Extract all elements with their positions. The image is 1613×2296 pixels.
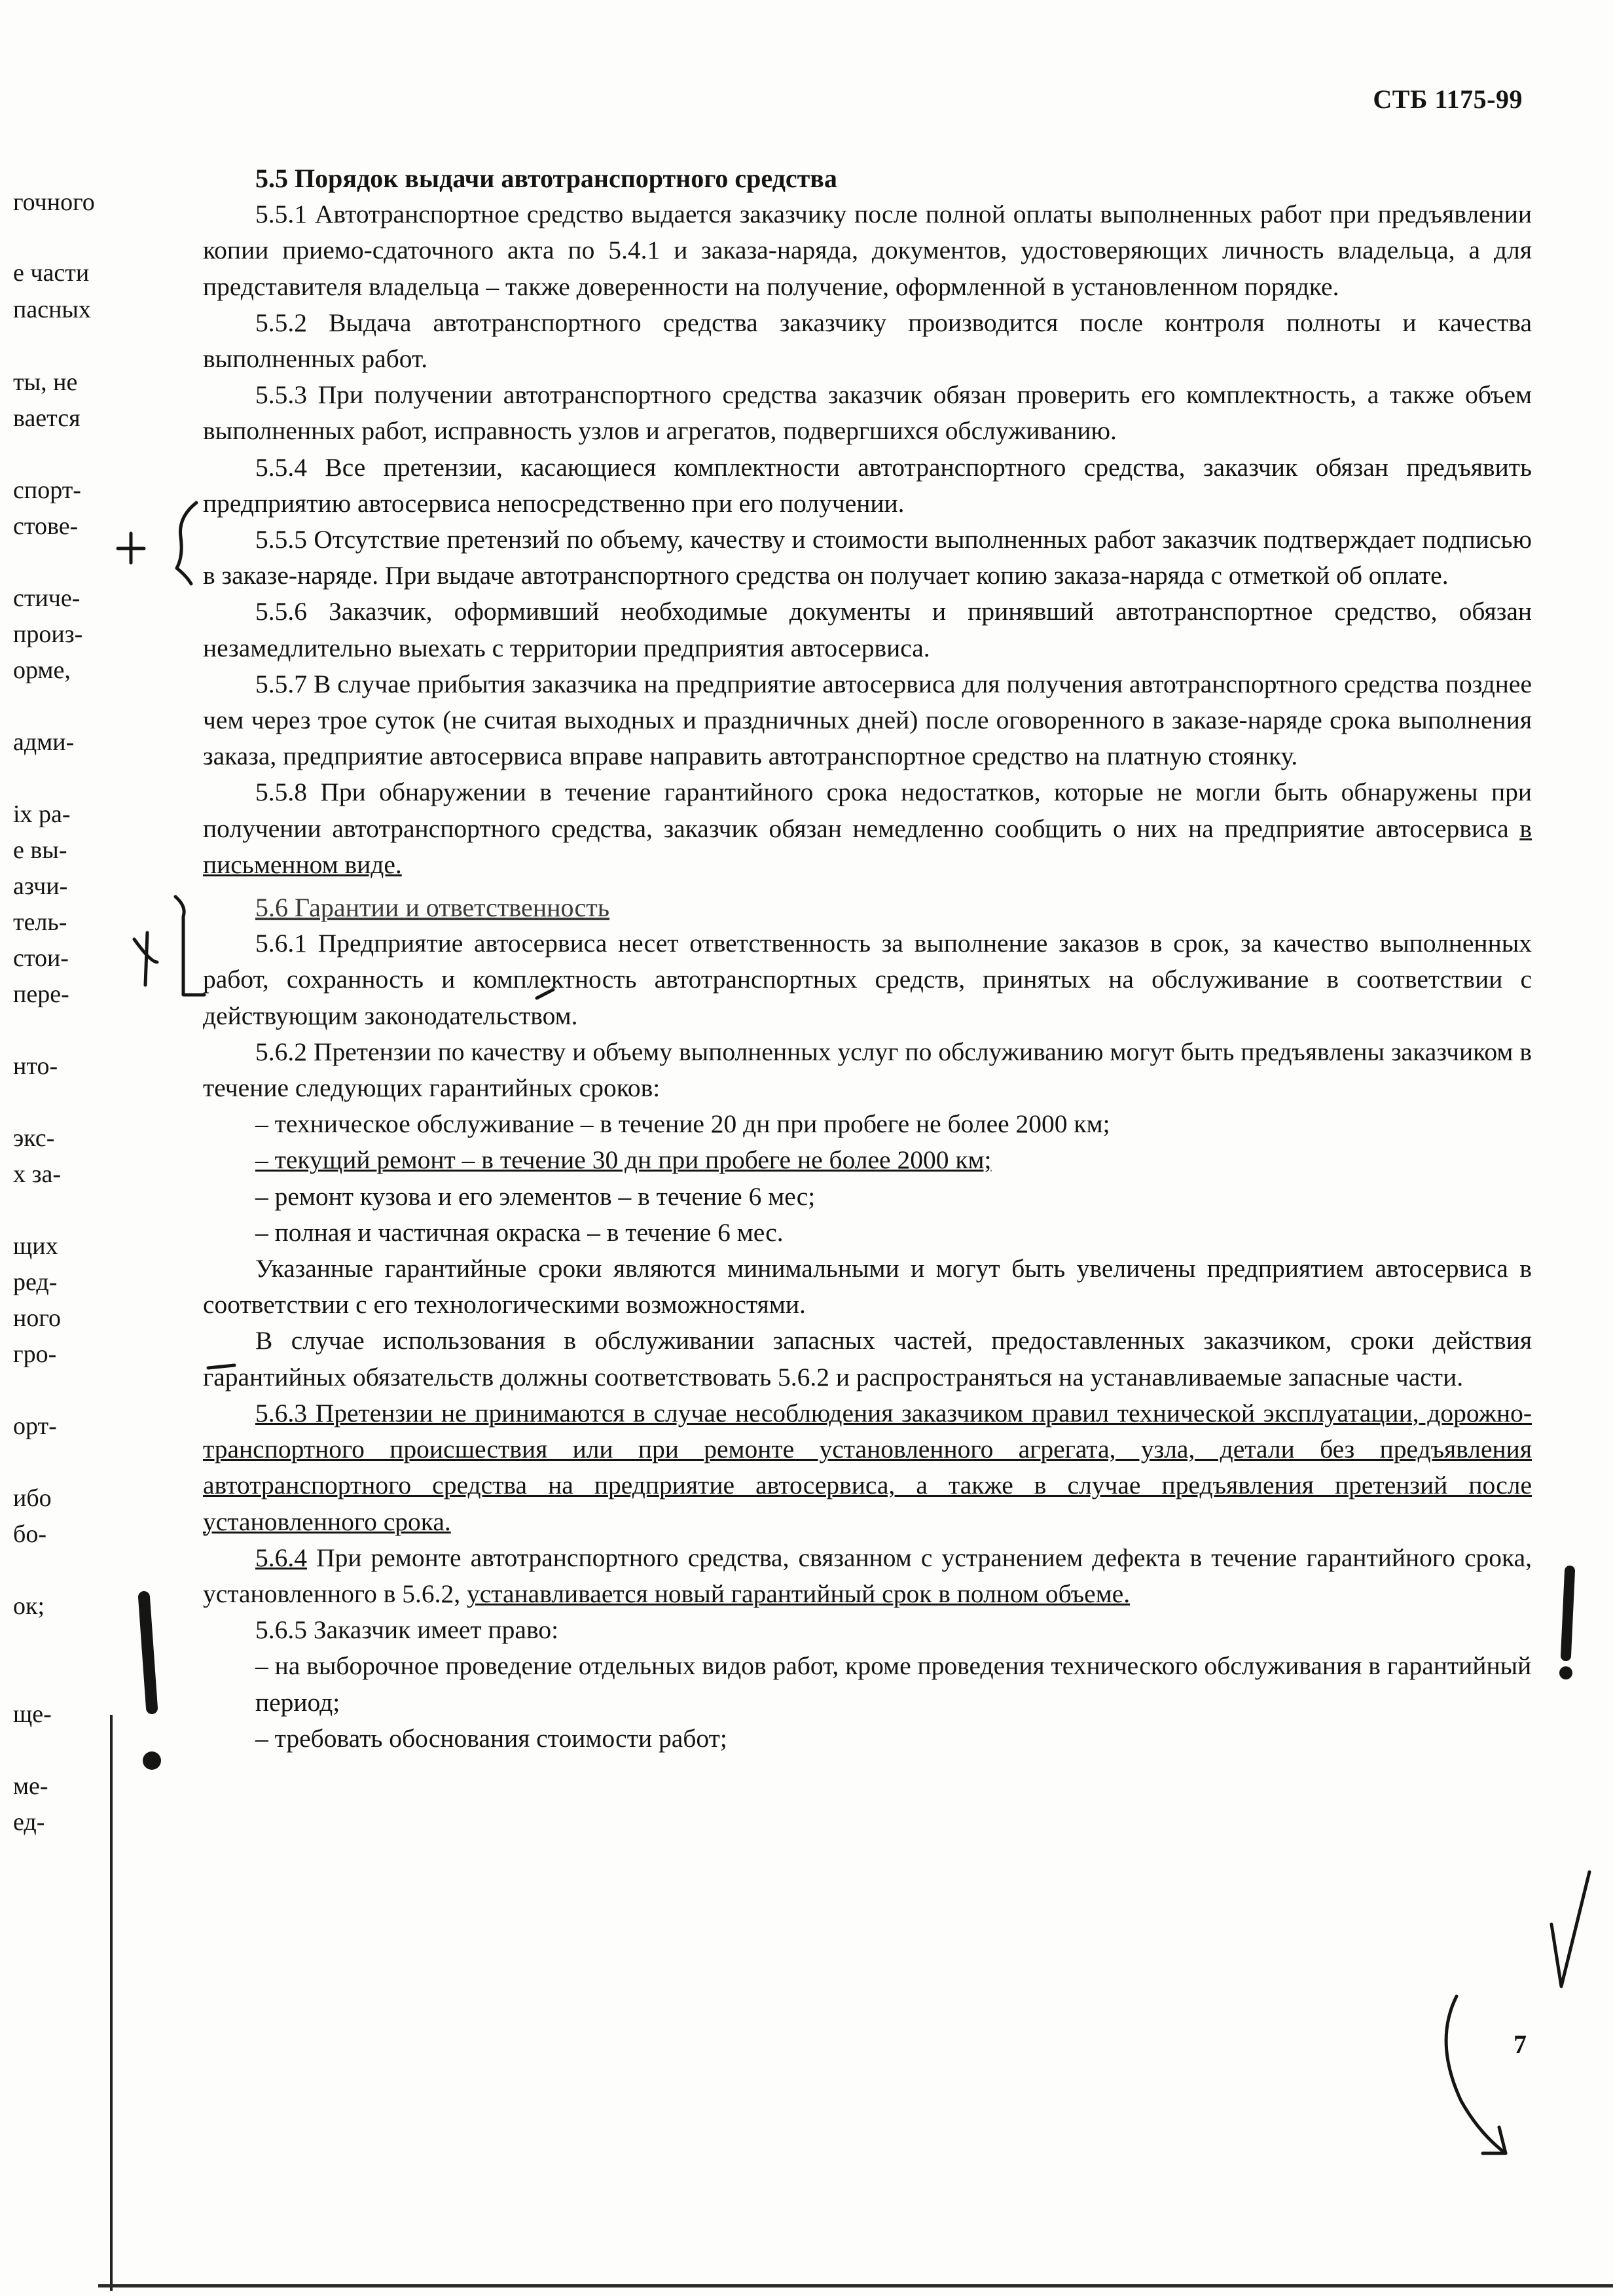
check-mark — [1551, 1872, 1589, 1986]
warranty-term-item: – ремонт кузова и его элементов – в течение 6 мес; — [255, 1181, 816, 1211]
fragment-line: е части — [13, 259, 90, 287]
fragment-line: вается — [13, 404, 81, 432]
clause-number: 5.5.7 — [255, 669, 307, 698]
fragment-line: е вы- — [13, 836, 67, 864]
clause-number: 5.6.4 — [255, 1543, 307, 1572]
clause-text: При ремонте автотранспортного средства, связанном с устранением дефекта в течение гарантийного срока, установленного в 5.6.2, — [203, 1543, 1532, 1608]
fragment-line: спорт- — [13, 476, 81, 504]
clause-text: Выдача автотранспортного средства заказчику производится после контроля полноты и качества выполненных работ. — [203, 308, 1532, 374]
fragment-line: бо- — [13, 1520, 46, 1548]
plus-mark — [118, 533, 144, 563]
fragment-line: ибо — [13, 1484, 52, 1512]
warranty-term-item: – техническое обслуживание – в течение 20 дн при пробеге не более 2000 км; — [255, 1109, 1110, 1139]
fragment-line: гро- — [13, 1340, 57, 1368]
underlined-text: устанавливается новый гарантийный срок в полном объеме. — [466, 1579, 1131, 1608]
fragment-line: произ- — [13, 620, 83, 648]
fragment-line: ред- — [13, 1268, 58, 1296]
exclamation-mark — [1566, 1571, 1570, 1656]
exclamation-mark — [144, 1597, 152, 1708]
clause-number: 5.5.6 — [255, 597, 307, 626]
clause-text: Заказчик, оформивший необходимые документы и принявший автотранспортное средство, обязан незамедлительно выехать с территории предприятия автосервиса. — [203, 597, 1532, 662]
clause-text: Автотранспортное средство выдается заказчику после полной оплаты выполненных работ при предъявлении копии приемо-сдаточного акта по 5.4.1 и заказа-наряда, документов, удостоверяющих личность владельца, а для представителя владельца – также доверенности на получение, оформленной в установленном порядке. — [203, 200, 1532, 301]
plus-mark — [134, 933, 157, 985]
fragment-line: ме- — [13, 1772, 48, 1800]
clause-text: Претензии по качеству и объему выполненных услуг по обслуживанию могут быть предъявлены заказчиком в течение следующих гарантийных сроков: — [203, 1037, 1532, 1103]
clause-5-6-2-note-1: Указанные гарантийные сроки являются минимальными и могут быть увеличены предприятием автосервиса в соответствии с его технологическими возможностями. — [203, 1254, 1532, 1319]
fragment-line: пере- — [13, 980, 69, 1008]
fragment-line: тель- — [13, 908, 67, 936]
fragment-line: адми- — [13, 728, 75, 756]
clause-number: 5.5.2 — [255, 308, 307, 337]
clause-text: При обнаружении в течение гарантийного срока недостатков, которые не могли быть обнаружены при получении автотранспортного средства, заказчик обязан немедленно сообщить о них на предприятие автосервиса — [203, 778, 1532, 843]
margin-bracket-mark — [175, 897, 204, 995]
clause-number: 5.5.4 — [255, 452, 307, 482]
margin-bracket-mark — [177, 503, 196, 584]
clause-text: Все претензии, касающиеся комплектности автотранспортного средства, заказчик обязан предъявить предприятию автосервиса непосредственно при его получении. — [203, 452, 1532, 518]
small-arrow-mark — [537, 990, 553, 998]
underlined-text: – текущий ремонт – в течение 30 дн при пробеге не более 2000 км; — [255, 1145, 992, 1175]
fragment-line: орт- — [13, 1412, 57, 1440]
curved-arrow-mark — [1446, 1996, 1506, 2153]
underlined-text: Претензии не принимаются в случае несоблюдения заказчиком правил технической эксплуатации, дорожно-транспортного происшествия или при ремонте установленного агрегата, узла, детали без предъявления автотранспортного средства на предприятие автосервиса, а также в случае предъявления претензий после установленного срока. — [203, 1398, 1532, 1536]
clause-number: 5.5.5 — [255, 525, 307, 554]
fragment-line: ного — [13, 1304, 61, 1332]
clause-5-6-2-note-2: В случае использования в обслуживании запасных частей, предоставленных заказчиком, сроки действия гарантийных обязательств должны соответствовать 5.6.2 и распространяться на устанавливаемые запасные части. — [203, 1326, 1532, 1391]
clause-text: Заказчик имеет право: — [307, 1615, 559, 1645]
section-title-5-5: 5.5 Порядок выдачи автотранспортного средства — [255, 164, 837, 193]
exclamation-dot — [1559, 1666, 1572, 1679]
clause-text: Отсутствие претензий по объему, качеству и стоимости выполненных работ заказчик подтверждает подписью в заказе-наряде. При выдаче автотранспортного средства он получает копию заказа-наряда с отметкой об оплате. — [203, 525, 1532, 590]
fragment-line: нто- — [13, 1052, 58, 1080]
fragment-line: стои- — [13, 944, 69, 972]
fragment-line: іх ра- — [13, 800, 71, 828]
fragment-line: ще- — [13, 1700, 52, 1728]
fragment-line: стиче- — [13, 584, 81, 612]
page-number: 7 — [1513, 2030, 1527, 2059]
fragment-line: стове- — [13, 512, 79, 540]
clause-number: 5.5.1 — [255, 200, 307, 229]
clause-number: 5.5.3 — [255, 380, 307, 410]
fragment-line: ед- — [13, 1808, 45, 1836]
clause-number: 5.6.1 — [255, 929, 307, 958]
fragment-line: экс- — [13, 1124, 55, 1152]
clause-number: 5.6.3 — [255, 1398, 307, 1427]
clause-number: 5.6.5 — [255, 1615, 307, 1645]
clause-text: В случае прибытия заказчика на предприятие автосервиса для получения автотранспортного средства позднее чем через трое суток (не считая выходных и праздничных дней) после оговоренного в заказе-наряде срока выполнения заказа, предприятие автосервиса вправе направить автотранспортное средство на платную стоянку. — [203, 669, 1532, 771]
exclamation-dot — [143, 1751, 161, 1770]
clause-text: При получении автотранспортного средства заказчик обязан проверить его комплектность, а также объем выполненных работ, исправность узлов и агрегатов, подвергшихся обслуживанию. — [203, 380, 1532, 446]
fragment-line: щих — [13, 1232, 58, 1260]
fragment-line: ты, не — [13, 368, 78, 396]
clause-text: Предприятие автосервиса несет ответственность за выполнение заказов в срок, за качество выполненных работ, сохранность и комплектность автотранспортных средств, принятых на обслуживание в соответствии с действующим законодательством. — [203, 929, 1532, 1030]
underlined-text: в письменном виде. — [203, 814, 1532, 879]
section-title-5-6: 5.6 Гарантии и ответственность — [255, 893, 609, 923]
warranty-term-item: – полная и частичная окраска – в течение 6 мес. — [255, 1217, 784, 1247]
right-item: – на выборочное проведение отдельных видов работ, кроме проведения технического обслуживания в гарантийный период; — [255, 1651, 1532, 1717]
standard-code: СТБ 1175-99 — [1373, 84, 1523, 114]
fragment-line: ок; — [13, 1592, 45, 1620]
clause-number: 5.5.8 — [255, 778, 307, 807]
right-item: – требовать обоснования стоимости работ; — [255, 1723, 727, 1753]
fragment-line: х за- — [13, 1160, 62, 1188]
fragment-line: азчи- — [13, 872, 68, 900]
fragment-line: пасных — [13, 296, 91, 323]
fragment-line: орме, — [13, 656, 71, 684]
dash-mark — [208, 1365, 234, 1368]
clause-number: 5.6.2 — [255, 1037, 307, 1066]
fragment-line: гочного — [13, 188, 95, 216]
